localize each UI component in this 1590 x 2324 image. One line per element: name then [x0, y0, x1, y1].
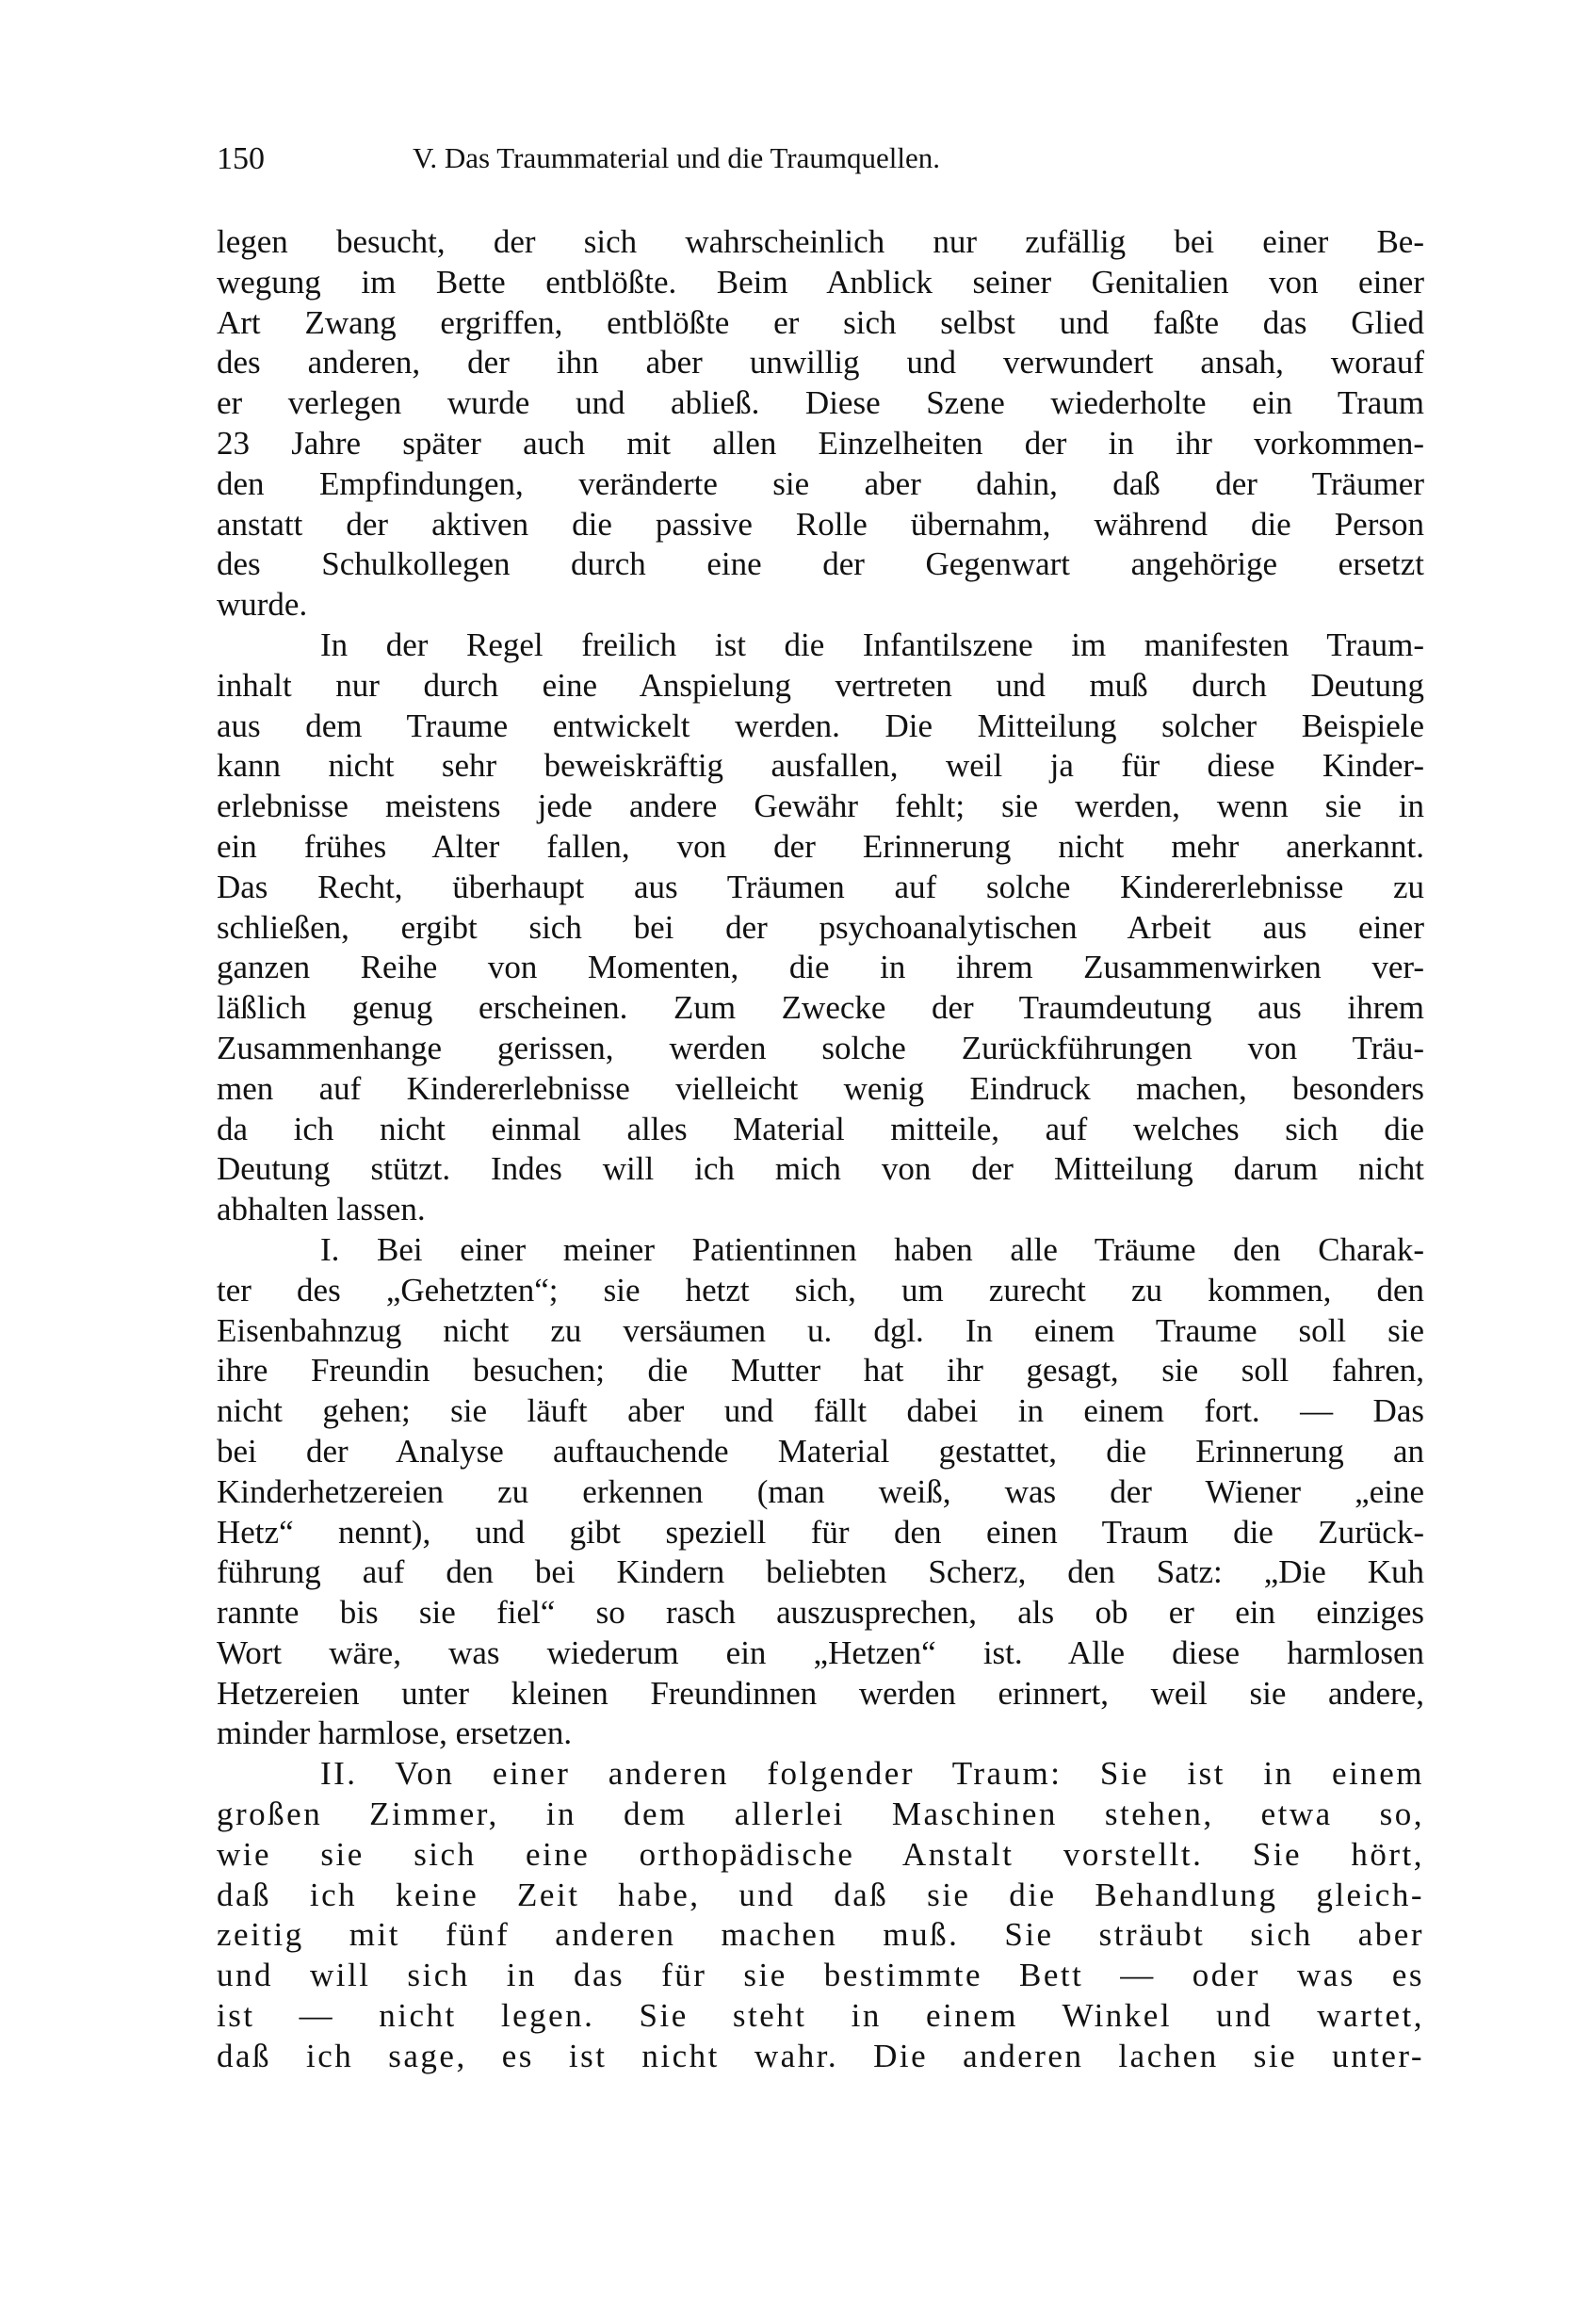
text-line: läßlich genug erscheinen. Zum Zwecke der Traumdeutung aus ihrem: [217, 989, 1424, 1027]
text-line: rannte bis sie fiel“ so rasch auszusprechen, als ob er ein einziges: [217, 1594, 1424, 1632]
text-line: Hetz“ nennt), und gibt speziell für den einen Traum die Zurück-: [217, 1513, 1424, 1551]
text-line: II. Von einer anderen folgender Traum: Sie ist in einem: [320, 1755, 1424, 1793]
text-line: ist — nicht legen. Sie steht in einem Winkel und wartet,: [217, 1997, 1424, 2035]
text-line: den Empfindungen, veränderte sie aber dahin, daß der Träumer: [217, 464, 1424, 502]
text-line: schließen, ergibt sich bei der psychoanalytischen Arbeit aus einer: [217, 908, 1424, 946]
text-line: Wort wäre, was wiederum ein „Hetzen“ ist. Alle diese harmlosen: [217, 1633, 1424, 1671]
text-line: inhalt nur durch eine Anspielung vertreten und muß durch Deutung: [217, 666, 1424, 704]
text-line: aus dem Traume entwickelt werden. Die Mitteilung solcher Beispiele: [217, 707, 1424, 744]
text-line: er verlegen wurde und abließ. Diese Szene wiederholte ein Traum: [217, 384, 1424, 422]
text-line: großen Zimmer, in dem allerlei Maschinen stehen, etwa so,: [217, 1796, 1424, 1833]
running-head: V. Das Traummaterial und die Traumquellen.: [413, 141, 940, 174]
text-line: legen besucht, der sich wahrscheinlich nur zufällig bei einer Be-: [217, 223, 1424, 260]
page-header: [217, 141, 1206, 183]
body-text: [217, 222, 1424, 2077]
text-line: daß ich sage, es ist nicht wahr. Die anderen lachen sie unter-: [217, 2037, 1424, 2074]
text-line: Das Recht, überhaupt aus Träumen auf solche Kindererlebnisse zu: [217, 868, 1424, 905]
text-line: wurde.: [217, 586, 308, 624]
text-line: bei der Analyse auftauchende Material gestattet, die Erinnerung an: [217, 1432, 1424, 1470]
text-line: wegung im Bette entblößte. Beim Anblick seiner Genitalien von einer: [217, 263, 1424, 301]
text-line: führung auf den bei Kindern beliebten Scherz, den Satz: „Die Kuh: [217, 1553, 1424, 1591]
text-line: ein frühes Alter fallen, von der Erinnerung nicht mehr anerkannt.: [217, 827, 1424, 865]
text-line: nicht gehen; sie läuft aber und fällt dabei in einem fort. — Das: [217, 1392, 1424, 1430]
text-line: Hetzereien unter kleinen Freundinnen werden erinnert, weil sie andere,: [217, 1674, 1424, 1712]
text-line: des Schulkollegen durch eine der Gegenwart angehörige ersetzt: [217, 545, 1424, 583]
text-line: des anderen, der ihn aber unwillig und verwundert ansah, worauf: [217, 344, 1424, 382]
text-line: In der Regel freilich ist die Infantilszene im manifesten Traum-: [320, 626, 1424, 663]
text-line: minder harmlose, ersetzen.: [217, 1715, 573, 1752]
text-line: kann nicht sehr beweiskräftig ausfallen, weil ja für diese Kinder-: [217, 747, 1424, 785]
text-line: Zusammenhange gerissen, werden solche Zurückführungen von Träu-: [217, 1029, 1424, 1066]
text-line: ihre Freundin besuchen; die Mutter hat ihr gesagt, sie soll fahren,: [217, 1352, 1424, 1390]
text-line: I. Bei einer meiner Patientinnen haben alle Träume den Charak-: [320, 1230, 1424, 1268]
text-line: ter des „Gehetzten“; sie hetzt sich, um zurecht zu kommen, den: [217, 1271, 1424, 1308]
text-line: und will sich in das für sie bestimmte Bett — oder was es: [217, 1957, 1424, 1994]
text-line: men auf Kindererlebnisse vielleicht wenig Eindruck machen, besonders: [217, 1069, 1424, 1107]
text-line: Eisenbahnzug nicht zu versäumen u. dgl. In einem Traume soll sie: [217, 1311, 1424, 1349]
text-line: abhalten lassen.: [217, 1191, 426, 1228]
text-line: erlebnisse meistens jede andere Gewähr fehlt; sie werden, wenn sie in: [217, 788, 1424, 825]
text-line: Kinderhetzereien zu erkennen (man weiß, was der Wiener „eine: [217, 1472, 1424, 1510]
text-line: da ich nicht einmal alles Material mitteile, auf welches sich die: [217, 1110, 1424, 1147]
text-line: 23 Jahre später auch mit allen Einzelheiten der in ihr vorkommen-: [217, 424, 1424, 462]
page-number: 150: [217, 141, 265, 176]
text-line: Art Zwang ergriffen, entblößte er sich selbst und faßte das Glied: [217, 303, 1424, 341]
text-line: ganzen Reihe von Momenten, die in ihrem Zusammenwirken ver-: [217, 949, 1424, 986]
text-line: zeitig mit fünf anderen machen muß. Sie sträubt sich aber: [217, 1916, 1424, 1954]
text-line: wie sie sich eine orthopädische Anstalt vorstellt. Sie hört,: [217, 1835, 1424, 1873]
text-line: Deutung stützt. Indes will ich mich von der Mitteilung darum nicht: [217, 1150, 1424, 1188]
text-line: daß ich keine Zeit habe, und daß sie die Behandlung gleich-: [217, 1876, 1424, 1913]
text-line: anstatt der aktiven die passive Rolle übernahm, während die Person: [217, 505, 1424, 543]
